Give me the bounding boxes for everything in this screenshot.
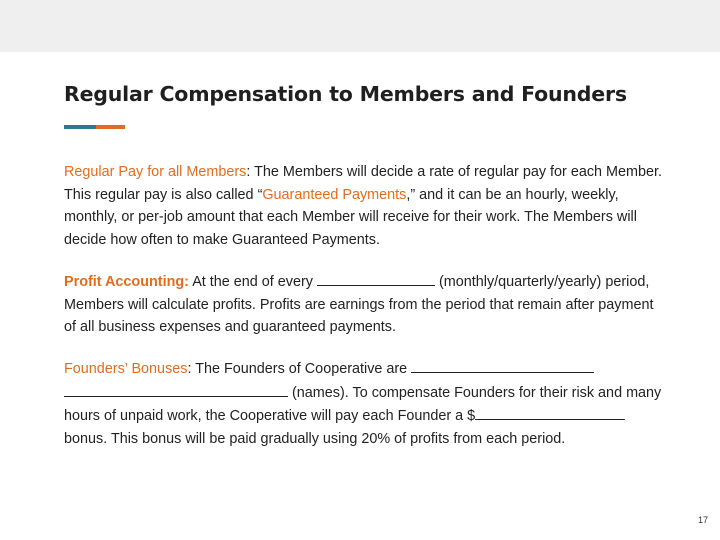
- paragraph-founders-bonuses: [64, 357, 664, 451]
- founders-bonuses-text-c: bonus. This bonus will be paid gradually using 20% of profits from each period.: [64, 431, 566, 448]
- founders-names-blank-2: [64, 381, 288, 397]
- regular-pay-text-b: ,” and it can be an hourly, weekly, monthly, or per-job amount that each Member will receive for their work. The Members will decide how often to make Guaranteed Payments.: [64, 186, 637, 249]
- founders-bonuses-heading: Founders’ Bonuses: [64, 361, 188, 377]
- period-blank: [317, 270, 435, 286]
- profit-accounting-text-a: At the end of every: [188, 274, 317, 290]
- regular-pay-heading: Regular Pay for all Members: [64, 164, 247, 180]
- guaranteed-payments-term: Guaranteed Payments: [262, 186, 407, 203]
- header-band: [0, 0, 720, 52]
- bonus-amount-blank: [475, 404, 625, 420]
- founders-names-blank-1: [411, 357, 594, 373]
- page-number: 17: [697, 515, 708, 525]
- regular-pay-text-a: : The Members will decide a rate of regular pay for each Member. This regular pay is also called “: [64, 164, 663, 203]
- slide-title: Regular Compensation to Members and Founders: [64, 82, 627, 106]
- title-accent-orange: [96, 125, 125, 129]
- profit-accounting-heading: Profit Accounting:: [64, 274, 189, 290]
- paragraph-profit-accounting: [64, 270, 664, 339]
- founders-bonuses-text-a: : The Founders of Cooperative are: [187, 361, 412, 377]
- title-accent-teal: [64, 125, 96, 129]
- founders-bonuses-text-b: (names). To compensate Founders for their risk and many hours of unpaid work, the Cooperative will pay each Founder a $: [64, 384, 662, 425]
- paragraph-regular-pay: [64, 161, 664, 252]
- profit-accounting-text-b: (monthly/quarterly/yearly) period, Members will calculate profits. Profits are earnings from the period that remain after payment of all business expenses and guaranteed payments.: [64, 274, 654, 336]
